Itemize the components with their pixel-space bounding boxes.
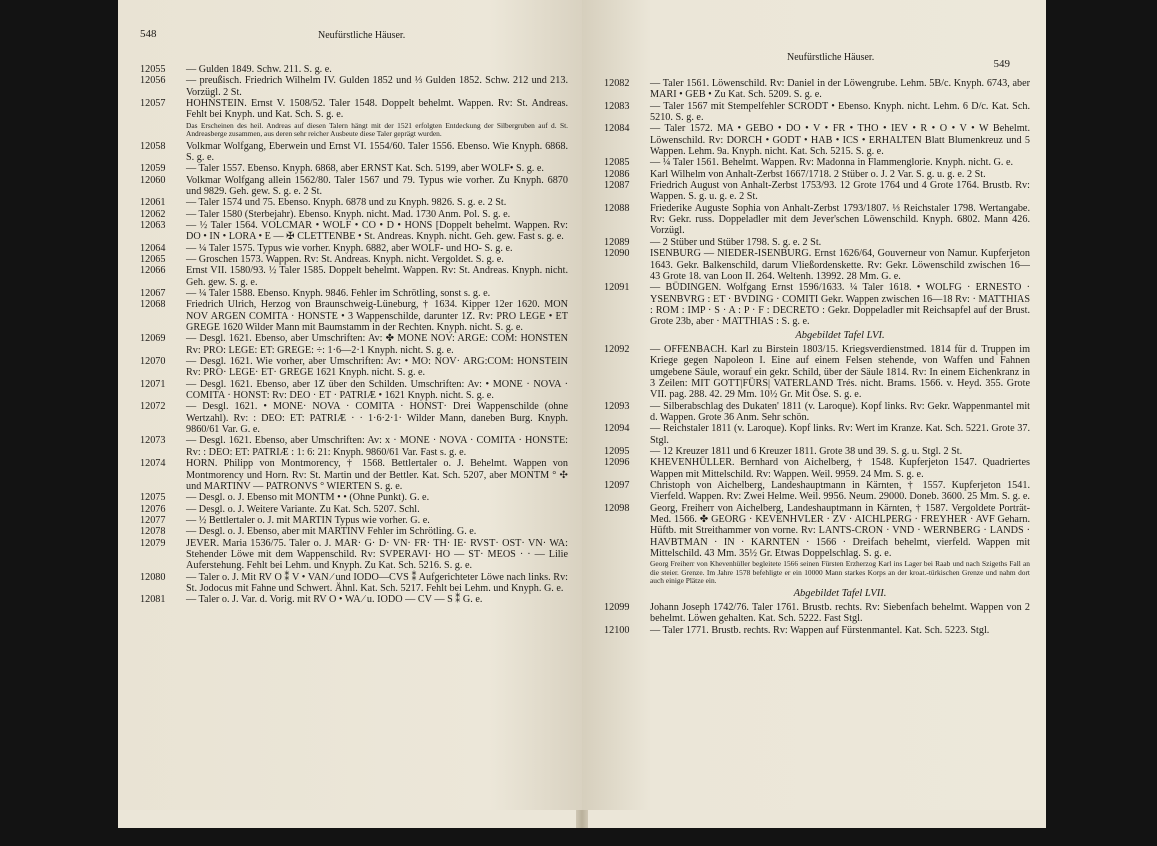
lot-description: — Desgl. 1621. Ebenso, aber Umschriften: Av: x · MONE · NOVA · COMITA · HONSTE: Rv: : DEO: ET: PATRIÆ : 1: 6: 21: Knyph. 9860/61 Var. Fast s. g. e. [186, 435, 568, 458]
lot-description: — Taler 1572. MA • GEBO • DO • V • FR • THO • IEV • R • O • V • W Behelmt. Löwenschild. Rv: DORCH • GODT • HAB • ICS • ERHALTEN Blatt Blumenkreuz und 5 Wappen. Lehm. 9a. Knyph. nicht. Kat. Sch. 5215. S. g. e. [650, 123, 1030, 158]
lot-number: 12060 [140, 174, 166, 186]
catalog-entry [140, 220, 568, 243]
lot-number: 12059 [140, 163, 166, 175]
lot-description: Friedrich Ulrich, Herzog von Braunschweig-Lüneburg, † 1634. Kipper 12er 1620. MON NOV ARGEN COMITA · HONSTE • 3 Wappenschilde, darunter 1Z. Rv: PRO LEGE • ET GREGE 1620 Wilder Mann mit Baumstamm in der Rechten. Knyph. nicht. S. g. e. [186, 299, 568, 334]
lot-number: 12086 [604, 168, 630, 180]
lot-number: 12088 [604, 202, 630, 214]
lot-description: KHEVENHÜLLER. Bernhard von Aichelberg, † 1548. Kupferjeton 1547. Quadriertes Wappen mit Mittelschild. Rv: Wappen. Weil. 9959. 24 Mm. S. g. e. [650, 457, 1030, 480]
lot-description: ISENBURG — NIEDER-ISENBURG. Ernst 1626/64, Gouverneur von Namur. Kupferjeton 1643. Gekr. Balkenschild, darum Vließordenskette. Rv: Gekr. Löwenschild zwischen 16—43 Grote 18. van Loon II. 264. Weltenh. 13992. 28 Mm. G. e. [650, 248, 1030, 282]
lot-number: 12094 [604, 423, 630, 435]
catalog-entry [140, 356, 568, 379]
lot-description: — Taler 1574 und 75. Ebenso. Knyph. 6878 und zu Knyph. 9826. S. g. e. 2 St. [186, 197, 507, 209]
footnote: Georg Freiherr von Khevenhüller begleitete 1566 seinen Fürsten Erzherzog Karl ins Lager bei Raab und nach Szigeths Fall an die steier. Grenze. Im Jahre 1578 befehligte er ein 10000 Mann starkes Korps an der kroat.-türkischen Grenze und nahm dort auch einige Plätze ein. [650, 559, 1030, 586]
catalog-entry [140, 515, 568, 526]
lot-description: — Desgl. 1621. Wie vorher, aber Umschriften: Av: • MO: NOV· ARG:COM: HONSTEIN Rv: PRO· LEGE· ET· GREGE 1621 Knyph. nicht. S. g. e. [186, 356, 568, 379]
lot-number: 12067 [140, 288, 166, 299]
lot-number: 12065 [140, 253, 166, 265]
lot-description: Christoph von Aichelberg, Landeshauptmann in Kärnten, † 1557. Kupferjeton 1541. Vierfeld. Wappen. Rv: Zwei Helme. Weil. 9956. Neum. 29000. Doneb. 3600. 25 Mm. S. g. e. [650, 480, 1030, 503]
lot-number: 12100 [604, 624, 630, 636]
catalog-entry [604, 123, 1030, 157]
left-page-body [140, 64, 568, 606]
lot-number: 12070 [140, 356, 166, 368]
plate-caption: Abgebildet Tafel LVII. [793, 587, 887, 599]
lot-number: 12089 [604, 236, 630, 248]
catalog-entry [604, 401, 1030, 424]
lot-description: Georg, Freiherr von Aichelberg, Landeshauptmann in Kärnten, † 1587. Vergoldete Porträt-Med. 1566. ✤ GEORG · KEVENHVLER · ZV · AICHLPERG · FREYHER · AVF Geharn. Hüftb. mit Streithammer von vorne. Rv: LANTS-CRON · VND · WERNBERG · LANDS · HAVBTMAN · IN · KARNTEN · 1566 · Dreifach behelmt, vierfeld. Wappen mit Mittelschild. 43 Mm. 35½ Gr. Etwas Doppelschlag. S. g. e. [650, 502, 1030, 560]
lot-number: 12092 [604, 343, 630, 355]
catalog-entry [604, 457, 1030, 480]
catalog-entry [604, 423, 1030, 446]
lot-description: Ernst VII. 1580/93. ½ Taler 1585. Doppelt behelmt. Wappen. Rv: St. Andreas. Knyph. nicht. Geh. gew. S. g. e. [186, 265, 568, 288]
catalog-entry [604, 602, 1030, 625]
lot-number: 12076 [140, 503, 166, 515]
lot-number: 12091 [604, 282, 630, 294]
catalog-entry [604, 344, 1030, 401]
lot-description: — 12 Kreuzer 1811 und 6 Kreuzer 1811. Grote 38 und 39. S. g. u. Stgl. 2 St. [650, 446, 963, 457]
lot-description: Johann Joseph 1742/76. Taler 1761. Brustb. rechts. Rv: Siebenfach behelmt. Wappen von 2 behelmt. Löwen gehalten. Kat. Sch. 5222. Fast Stgl. [650, 602, 1030, 625]
catalog-entry [604, 169, 1030, 180]
right-page-number: 549 [993, 58, 1010, 70]
lot-description: — Groschen 1573. Wappen. Rv: St. Andreas. Knyph. nicht. Vergoldet. S. g. e. [186, 253, 504, 265]
lot-number: 12097 [604, 480, 630, 492]
catalog-entry [140, 435, 568, 458]
lot-description: — Desgl. 1621. Ebenso, aber 1Z über den Schilden. Umschriften: Av: • MONE · NOVA · COMITA · HONST: Rv: DEO · ET · PATRIÆ • 1621 Knyph. nicht. S. g. e. [186, 378, 568, 402]
lot-description: — BÜDINGEN. Wolfgang Ernst 1596/1633. ¼ Taler 1618. • WOLFG · ERNESTO · YSENBVRG : ET · BVDING · COMITI Gekr. Wappen zwischen 16—18 Rv: · MATTHIAS : ROM : IMP · S · A : P · F : DECRETO : Gekr. Doppeladler mit Reichsapfel auf der Brust. Grote 23b, aber · MATTHIAS : S. g. e. [650, 282, 1030, 328]
lot-description: — Desgl. o. J. Weitere Variante. Zu Kat. Sch. 5207. Schl. [186, 503, 420, 515]
catalog-entry [140, 243, 568, 254]
catalog-entry [140, 98, 568, 121]
catalog-entry [140, 175, 568, 198]
lot-number: 12056 [140, 75, 166, 87]
lot-description: Friedrich August von Anhalt-Zerbst 1753/93. 12 Grote 1764 und 4 Grote 1764. Brustb. Rv: Wappen. S. g. u. g. e. 2 St. [650, 180, 1030, 203]
catalog-entry [140, 504, 568, 515]
lot-number: 12099 [604, 602, 630, 613]
lot-description: — Taler 1771. Brustb. rechts. Rv: Wappen auf Fürstenmantel. Kat. Sch. 5223. Stgl. [650, 624, 990, 636]
lot-description: HORN. Philipp von Montmorency, † 1568. Bettlertaler o. J. Behelmt. Wappen von Montmorency und Horn. Rv: St. Martin und der Bettler. Kat. Sch. 5207, aber MONTM ° ✣ und MARTINV — PATRONVS ° WIERTEN S. g. e. [186, 458, 568, 492]
lot-description: — OFFENBACH. Karl zu Birstein 1803/15. Kriegsverdienstmed. 1814 für d. Truppen im Kriege gegen Napoleon I. Eine auf einem Felsen stehende, von Waffen und Fahnen umgebene Säule, worauf ein gekr. Schild, über der Säule 1814. Rv: In einem Eichenkranz in 3 Zeilen: MIT GOTT|FÜRS| VATERLAND Trés. nicht. Brams. 1566. v. Heyd. 355. Grote VII. pag. 288. 42. 29 Mm. 10½ Gr. Mit Öse. S. g. e. [650, 343, 1030, 401]
lot-number: 12085 [604, 157, 630, 169]
lot-description: — ¼ Taler 1561. Behelmt. Wappen. Rv: Madonna in Flammenglorie. Knyph. nicht. G. e. [650, 157, 1014, 169]
lot-description: — Silberabschlag des Dukaten' 1811 (v. Laroque). Kopf links. Rv: Gekr. Wappenmantel mit d. Wappen. Grote 36 Anm. Sehr schön. [650, 400, 1030, 423]
catalog-entry [140, 458, 568, 492]
lot-number: 12064 [140, 242, 166, 254]
lot-number: 12095 [604, 446, 630, 457]
catalog-entry [604, 446, 1030, 457]
lot-number: 12071 [140, 378, 166, 390]
lot-description: — Taler 1561. Löwenschild. Rv: Daniel in der Löwengrube. Lehm. 5B/c. Knyph. 6743, aber MARI • GEB • Zu Kat. Sch. 5209. S. g. e. [650, 78, 1030, 101]
plate-caption: Abgebildet Tafel LVI. [795, 329, 885, 341]
lot-number: 12075 [140, 492, 166, 504]
catalog-entry [604, 203, 1030, 237]
lot-description: — ½ Bettlertaler o. J. mit MARTIN Typus wie vorher. G. e. [186, 514, 430, 526]
catalog-entry [140, 75, 568, 98]
lot-description: — Reichstaler 1811 (v. Laroque). Kopf links. Rv: Wert im Kranze. Kat. Sch. 5221. Grote 37. Stgl. [650, 423, 1030, 446]
lot-description: — Taler o. J. Var. d. Vorig. mit RV O • WA ⁄ u. IODO — CV — S ⁑ G. e. [186, 594, 483, 606]
catalog-entry [604, 282, 1030, 327]
catalog-entry [140, 526, 568, 537]
catalog-entry [140, 379, 568, 402]
lot-number: 12093 [604, 400, 630, 412]
lot-number: 12063 [140, 219, 166, 231]
lot-description: — 2 Stüber und Stüber 1798. S. g. e. 2 St. [650, 236, 822, 248]
lot-description: — Taler 1557. Ebenso. Knyph. 6868, aber ERNST Kat. Sch. 5199, aber WOLF• S. g. e. [186, 163, 544, 175]
left-running-title: Neufürstliche Häuser. [318, 30, 406, 41]
catalog-entry [140, 538, 568, 572]
catalog-entry [604, 625, 1030, 636]
catalog-entry [140, 492, 568, 503]
lot-number: 12096 [604, 457, 630, 469]
lot-description: — Desgl. 1621. Ebenso, aber Umschriften: Av: ✤ MONE NOV: ARGE: COM: HONSTEN Rv: PRO: LEGE: ET: GREGE: ÷: 1·6—2·1 Knyph. nicht. S. g. e. [186, 333, 568, 356]
left-page [118, 0, 582, 810]
right-page [582, 0, 1046, 810]
lot-description: — ¼ Taler 1588. Ebenso. Knyph. 9846. Fehler im Schrötling, sonst s. g. e. [186, 288, 491, 299]
catalog-entry [140, 401, 568, 435]
lot-description: — Taler 1580 (Sterbejahr). Ebenso. Knyph. nicht. Mad. 1730 Anm. Pol. S. g. e. [186, 208, 511, 220]
lot-description: — Gulden 1849. Schw. 211. S. g. e. [186, 64, 332, 75]
lot-number: 12083 [604, 100, 630, 112]
catalog-entry [604, 157, 1030, 168]
lot-number: 12078 [140, 526, 166, 538]
lot-description: — ½ Taler 1564. VOLCMAR • WOLF • CO • D • HONS [Doppelt behelmt. Wappen. Rv: DO • IN • LORA • E — ✠ CLETTENBE • St. Andreas. Knyph. nicht. Geh. gew. Fast s. g. e. [186, 219, 568, 243]
lot-description: Volkmar Wolfgang, Eberwein und Ernst VI. 1554/60. Taler 1556. Ebenso. Wie Knyph. 6868. S. g. e. [186, 140, 568, 163]
catalog-entry [140, 333, 568, 356]
catalog-entry [140, 265, 568, 288]
lot-description: Volkmar Wolfgang allein 1562/80. Taler 1567 und 79. Typus wie vorher. Zu Knyph. 6870 und 9829. Geh. gew. S. g. e. 2 St. [186, 174, 568, 197]
lot-description: — Taler o. J. Mit RV O ⁑ V • VAN ⁄ und IODO—CVS ⁑ Aufgerichteter Löwe nach links. Rv: St. Jodocus mit Fahne und Schwert. Ähnl. Kat. Sch. 5217. Fehlt bei Lehm. und Knyph. G. e. [186, 571, 568, 594]
catalog-entry [140, 209, 568, 220]
lot-description: — Desgl. o. J. Ebenso, aber mit MARTINV Fehler im Schrötling. G. e. [186, 526, 477, 538]
lot-description: JEVER. Maria 1536/75. Taler o. J. MAR· G· D· VN· FR· TH· IE· RVST· OST· VN· WA: Stehender Löwe mit dem Wappenschild. Rv: SVPERAVI· HO — ST· MEOS · · — Lilie Auferstehung. Fehlt bei Lehm. und Knyph. Zu Kat. Sch. 5216. S. g. e. [186, 537, 568, 572]
catalog-entry [140, 64, 568, 75]
catalog-entry [604, 180, 1030, 203]
lot-number: 12068 [140, 299, 166, 311]
lot-number: 12079 [140, 537, 166, 549]
lot-description: — Desgl. o. J. Ebenso mit MONTM • • (Ohne Punkt). G. e. [186, 492, 430, 504]
catalog-entry [604, 248, 1030, 282]
right-page-body [604, 78, 1030, 636]
catalog-entry [140, 288, 568, 299]
lot-description: Friederike Auguste Sophia von Anhalt-Zerbst 1793/1807. ⅓ Reichstaler 1798. Wertangabe. Rv: Gekr. russ. Doppeladler mit dem Jever'schen Löwenschild. Knyph. 6802. Mann 426. Vorzügl. [650, 202, 1030, 237]
lot-number: 12098 [604, 502, 630, 514]
lot-number: 12077 [140, 514, 166, 526]
lot-number: 12055 [140, 64, 166, 75]
lot-number: 12058 [140, 140, 166, 152]
lot-description: — Desgl. 1621. • MONE· NOVA · COMITA · HONST· Drei Wappenschilde (ohne Wertzahl). Rv: : DEO: ET: PATRIÆ · · 1·6·2·1· Wilder Mann, daneben Burg. Knyph. 9860/61 Var. G. e. [186, 401, 568, 436]
left-page-number: 548 [140, 28, 157, 40]
lot-number: 12057 [140, 98, 166, 110]
lot-number: 12084 [604, 123, 630, 135]
lot-number: 12090 [604, 248, 630, 260]
catalog-entry [604, 237, 1030, 248]
catalog-entry [140, 299, 568, 333]
lot-number: 12072 [140, 401, 166, 413]
catalog-entry [140, 197, 568, 208]
catalog-entry [140, 572, 568, 595]
lot-number: 12074 [140, 458, 166, 470]
lot-number: 12073 [140, 435, 166, 447]
lot-description: — ¼ Taler 1575. Typus wie vorher. Knyph. 6882, aber WOLF- und HO- S. g. e. [186, 242, 513, 254]
catalog-entry [140, 254, 568, 265]
right-running-title: Neufürstliche Häuser. [787, 52, 875, 63]
catalog-entry [140, 594, 568, 605]
catalog-entry [604, 503, 1030, 560]
lot-number: 12087 [604, 180, 630, 192]
footnote: Das Erscheinen des heil. Andreas auf diesen Talern hängt mit der 1521 erfolgten Entdeckung der Silbergruben auf d. St. Andreasberge zusammen, aus deren sehr reicher Ausbeute diese Taler geprägt wurden. [186, 120, 568, 139]
catalog-entry [140, 163, 568, 174]
lot-description: — Taler 1567 mit Stempelfehler SCRODT • Ebenso. Knyph. nicht. Lehm. 6 D/c. Kat. Sch. 5210. S. g. e. [650, 100, 1030, 124]
lot-number: 12066 [140, 265, 166, 277]
lot-number: 12081 [140, 594, 166, 606]
lot-number: 12061 [140, 197, 166, 209]
lot-description: Karl Wilhelm von Anhalt-Zerbst 1667/1718. 2 Stüber o. J. 2 Var. S. g. u. g. e. 2 St. [650, 168, 986, 180]
catalog-entry [140, 141, 568, 164]
catalog-entry [604, 101, 1030, 124]
lot-number: 12062 [140, 208, 166, 220]
lot-description: — preußisch. Friedrich Wilhelm IV. Gulden 1852 und ⅓ Gulden 1852. Schw. 212 und 213. Vorzügl. 2 St. [186, 75, 568, 98]
lot-description: HOHNSTEIN. Ernst V. 1508/52. Taler 1548. Doppelt behelmt. Wappen. Rv: St. Andreas. Fehlt bei Knyph. und Kat. Sch. S. g. e. [186, 98, 568, 121]
lot-number: 12069 [140, 333, 166, 345]
lot-number: 12080 [140, 571, 166, 583]
catalog-entry [604, 78, 1030, 101]
lot-number: 12082 [604, 78, 630, 89]
catalog-entry [604, 480, 1030, 503]
